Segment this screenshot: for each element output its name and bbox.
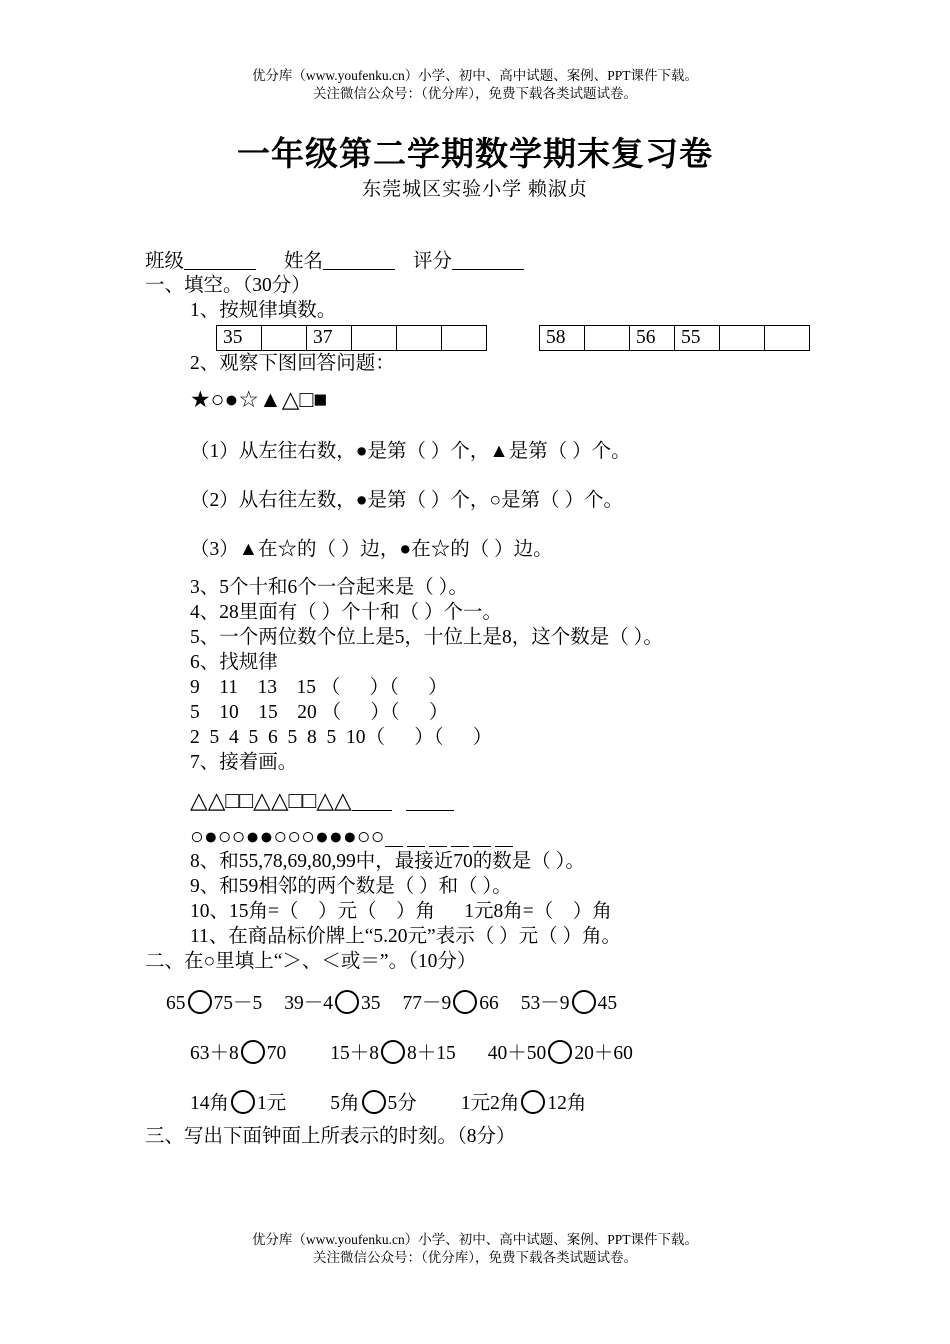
q7-blank[interactable] — [429, 826, 447, 847]
q7-blank[interactable] — [407, 826, 425, 847]
q7-blank[interactable] — [385, 826, 403, 847]
sequence-table-b — [539, 325, 810, 351]
compare-right: 1元 — [257, 1093, 287, 1114]
q2-sub1: （1）从左往右数，●是第（ ）个，▲是第（ ）个。 — [190, 441, 631, 462]
q7-pattern-1: △△□□△△□□△△ — [190, 788, 352, 813]
q7-row2 — [190, 825, 513, 851]
compare-circle[interactable] — [188, 990, 212, 1014]
compare-left: 40＋50 — [487, 1043, 547, 1064]
q7-label: 7、接着画。 — [190, 752, 298, 773]
q6-label: 6、找规律 — [190, 652, 278, 673]
q9: 9、和59相邻的两个数是（ ）和（ ）。 — [190, 876, 512, 897]
q6-row1: 9 11 13 15 （ ）（ ） — [190, 677, 448, 698]
table-a-cell[interactable] — [397, 326, 442, 351]
compare-circle[interactable] — [335, 990, 359, 1014]
table-b-cell[interactable] — [720, 326, 765, 351]
compare-left: 15＋8 — [330, 1043, 380, 1064]
table-b-cell[interactable]: 58 — [540, 326, 585, 351]
compare-circle[interactable] — [381, 1040, 405, 1064]
q5: 5、一个两位数个位上是5，十位上是8，这个数是（ ）。 — [190, 627, 663, 648]
q7-pattern-2: ○●○○●●○○○●●●○○ — [190, 824, 385, 849]
compare-right: 8＋15 — [407, 1043, 456, 1064]
q11: 11、在商品标价牌上“5.20元”表示（ ）元（ ）角。 — [190, 926, 621, 947]
table-b-cell[interactable]: 55 — [675, 326, 720, 351]
compare-right: 66 — [479, 993, 499, 1014]
q7-blank[interactable] — [406, 790, 454, 811]
q2-label: 2、观察下图回答问题： — [190, 353, 395, 374]
name-blank[interactable] — [323, 249, 395, 270]
compare-right: 35 — [361, 993, 381, 1014]
compare-circle[interactable] — [362, 1090, 386, 1114]
sequence-table-a — [216, 325, 487, 351]
compare-circle[interactable] — [231, 1090, 255, 1114]
compare-left: 77－9 — [402, 993, 452, 1014]
q2-shapes: ★○●☆▲△□■ — [190, 387, 328, 412]
header-banner-line2: 关注微信公众号：（优分库），免费下载各类试题试卷。 — [313, 86, 637, 101]
q2-sub3: （3）▲在☆的（ ）边，●在☆的（ ）边。 — [190, 539, 553, 560]
compare-left: 65 — [166, 993, 186, 1014]
compare-row-1 — [166, 990, 617, 1016]
q3: 3、5个十和6个一合起来是（ ）。 — [190, 577, 468, 598]
compare-right: 20＋60 — [574, 1043, 633, 1064]
compare-right: 75－5 — [213, 993, 263, 1014]
name-label: 姓名 — [284, 251, 324, 272]
compare-left: 63＋8 — [190, 1043, 239, 1064]
score-blank[interactable] — [452, 249, 524, 270]
q8: 8、和55,78,69,80,99中，最接近70的数是（ ）。 — [190, 851, 585, 872]
footer-banner-line1: 优分库（www.youfenku.cn）小学、初中、高中试题、案例、PPT课件下载。 — [251, 1232, 699, 1247]
compare-right: 70 — [266, 1043, 287, 1064]
q7-blank[interactable] — [495, 826, 513, 847]
page-subtitle: 东莞城区实验小学 赖淑贞 — [362, 179, 588, 200]
compare-right: 5分 — [387, 1093, 417, 1114]
score-label: 评分 — [413, 251, 453, 272]
table-a-cell[interactable] — [442, 326, 487, 351]
table-a-cell[interactable]: 37 — [307, 326, 352, 351]
q2-sub2: （2）从右往左数，●是第（ ）个，○是第（ ）个。 — [190, 490, 624, 511]
compare-circle[interactable] — [241, 1040, 265, 1064]
class-blank[interactable] — [184, 249, 256, 270]
header-banner-line1: 优分库（www.youfenku.cn）小学、初中、高中试题、案例、PPT课件下载。 — [251, 68, 699, 83]
compare-left: 14角 — [190, 1093, 230, 1114]
q6-row2: 5 10 15 20 （ ）（ ） — [190, 702, 449, 723]
q10: 10、15角=（ ）元（ ）角 1元8角=（ ）角 — [190, 901, 612, 922]
q1-label: 1、按规律填数。 — [190, 300, 337, 321]
section2-heading: 二、在○里填上“＞、＜或＝”。（10分） — [145, 951, 477, 972]
table-a-cell[interactable] — [352, 326, 397, 351]
compare-circle[interactable] — [453, 990, 477, 1014]
compare-left: 39－4 — [284, 993, 334, 1014]
compare-right: 45 — [597, 993, 618, 1014]
q6-row3: 2 5 4 5 6 5 8 5 10（ ）（ ） — [190, 727, 493, 748]
compare-left: 1元2角 — [460, 1093, 520, 1114]
compare-circle[interactable] — [521, 1090, 545, 1114]
compare-left: 5角 — [330, 1093, 360, 1114]
compare-row-3 — [190, 1090, 586, 1116]
page-title: 一年级第二学期数学期末复习卷 — [237, 137, 713, 173]
compare-row-2 — [190, 1040, 633, 1066]
compare-circle[interactable] — [572, 990, 596, 1014]
table-b-cell[interactable]: 56 — [630, 326, 675, 351]
table-b-cell[interactable] — [765, 326, 810, 351]
table-a-cell[interactable] — [262, 326, 307, 351]
q7-blank[interactable] — [352, 790, 392, 811]
q7-blank[interactable] — [473, 826, 491, 847]
q4: 4、28里面有（ ）个十和（ ）个一。 — [190, 602, 503, 623]
compare-right: 12角 — [547, 1093, 587, 1114]
table-a-cell[interactable]: 35 — [217, 326, 262, 351]
info-line — [145, 249, 524, 274]
section1-heading: 一、填空。（30分） — [145, 275, 311, 296]
compare-left: 53－9 — [520, 993, 570, 1014]
class-label: 班级 — [145, 251, 185, 272]
compare-circle[interactable] — [548, 1040, 572, 1064]
footer-banner-line2: 关注微信公众号：（优分库），免费下载各类试题试卷。 — [313, 1250, 637, 1265]
q7-blank[interactable] — [451, 826, 469, 847]
section3-heading: 三、写出下面钟面上所表示的时刻。（8分） — [145, 1126, 516, 1147]
q7-row1 — [190, 789, 454, 815]
table-b-cell[interactable] — [585, 326, 630, 351]
